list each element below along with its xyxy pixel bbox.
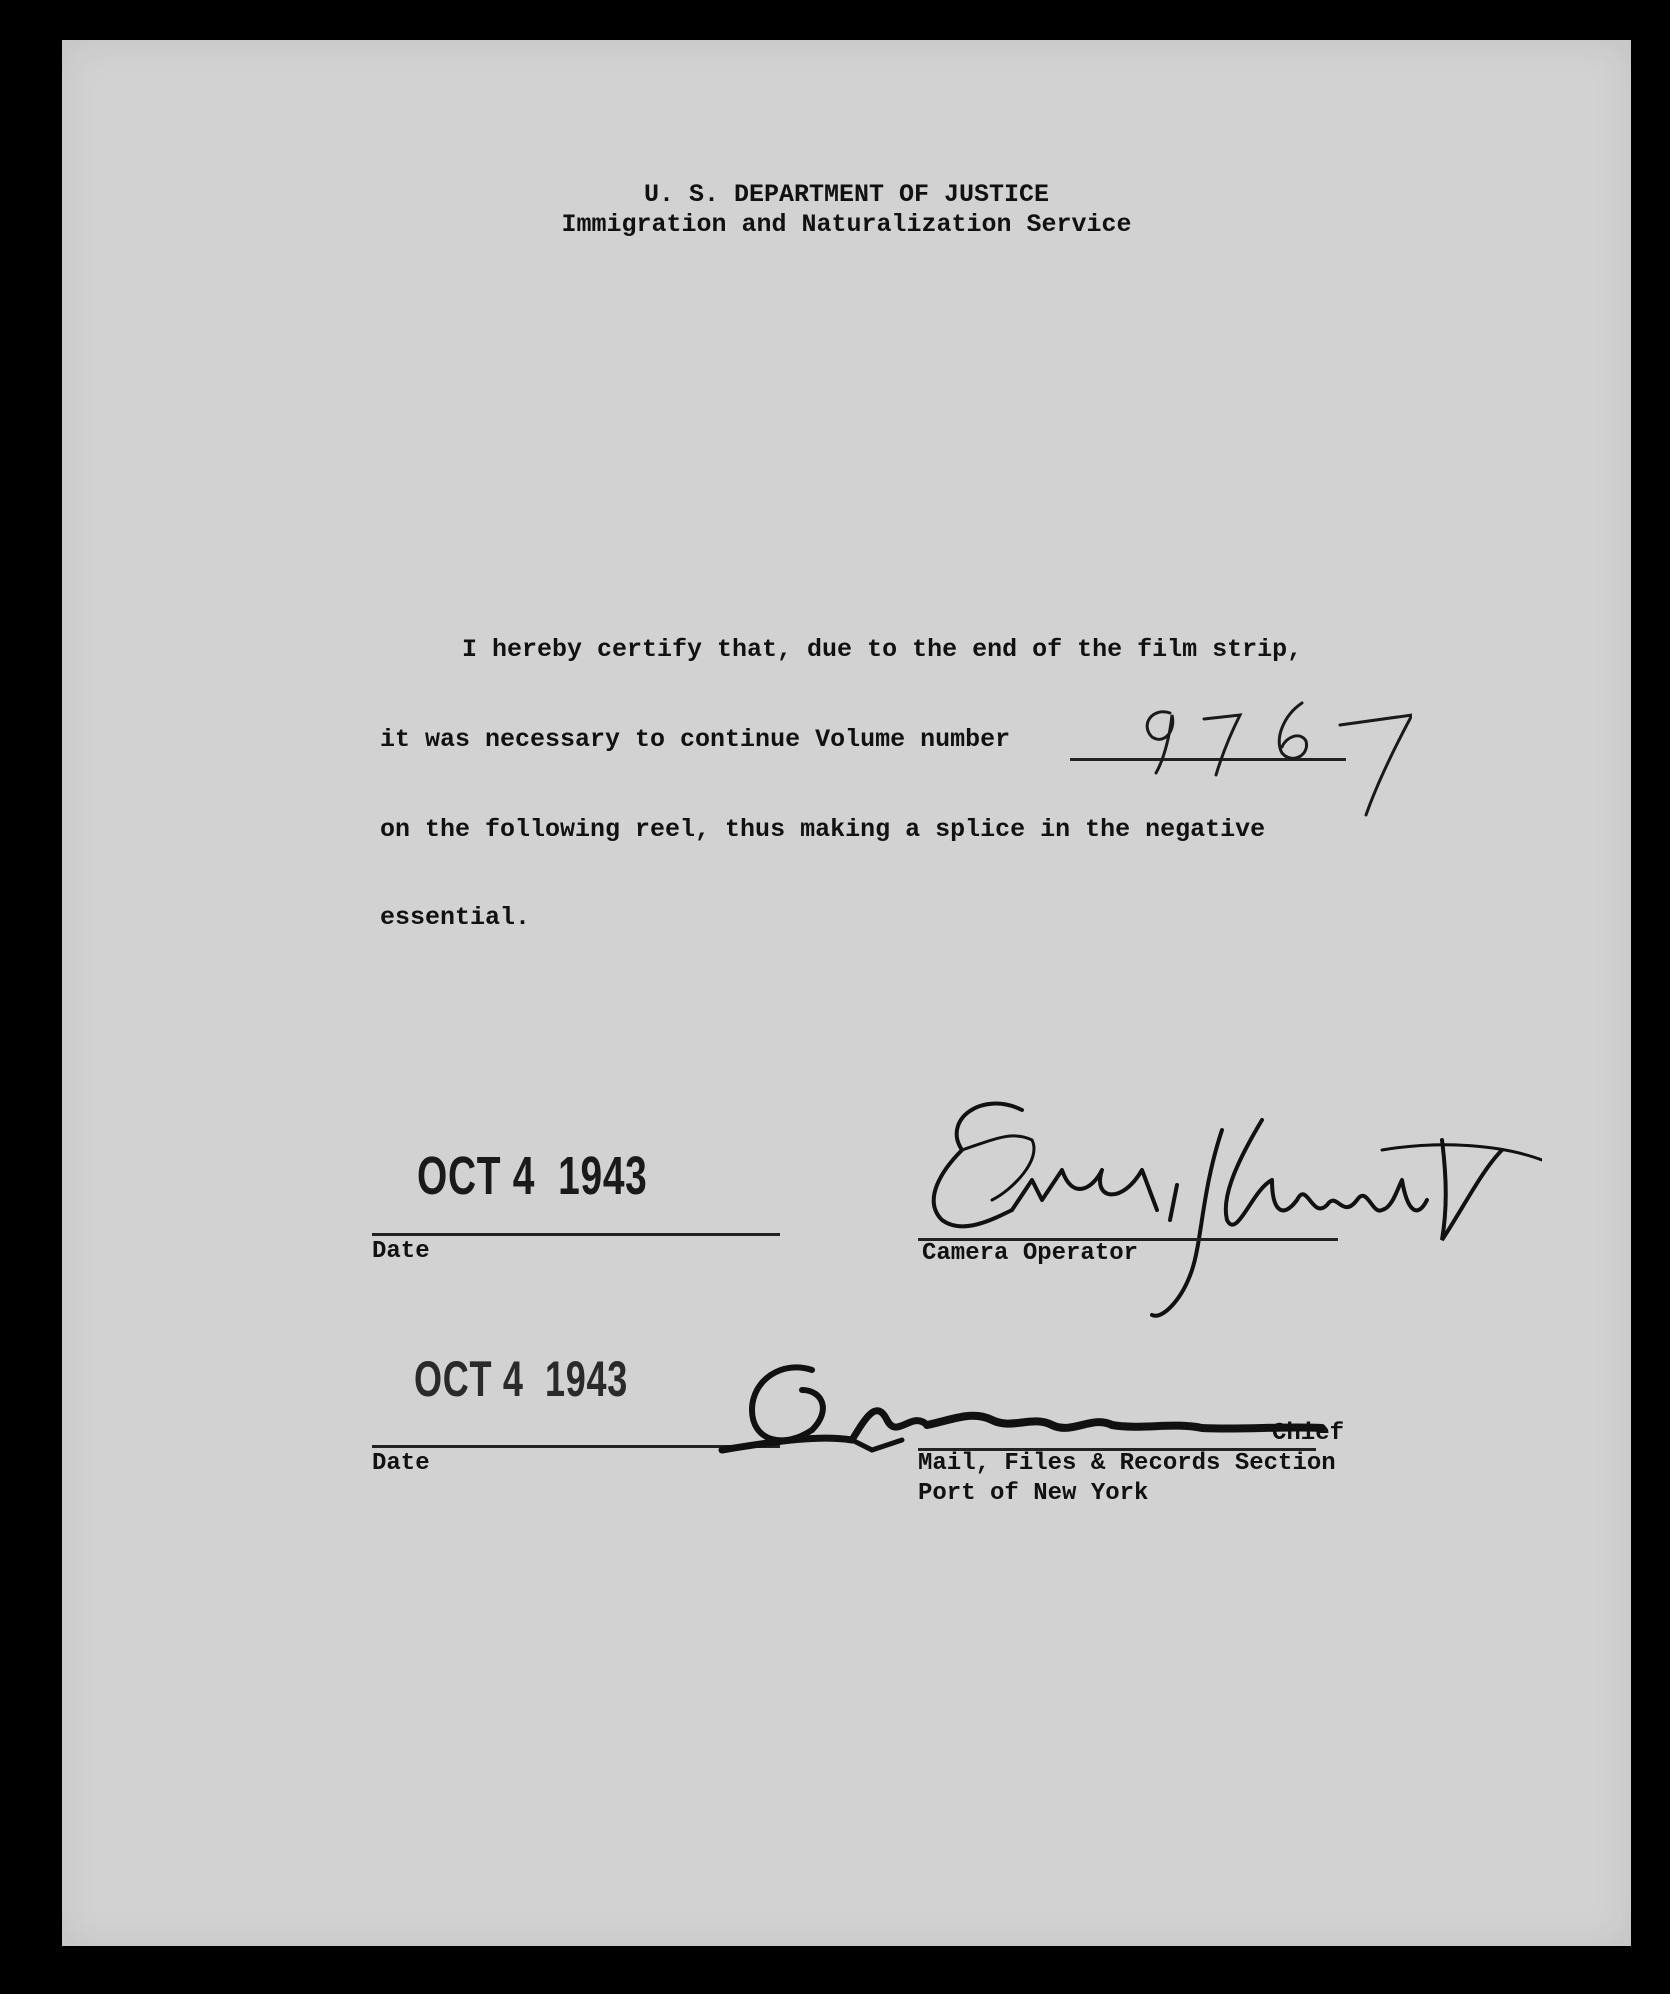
camera-operator-label: Camera Operator — [922, 1240, 1139, 1267]
operator-date-stamp: OCT 4 1943 — [417, 1146, 648, 1206]
camera-operator-signature — [902, 1070, 1542, 1330]
certify-line-3: on the following reel, thus making a splice in the negative — [380, 815, 1266, 844]
service-title: Immigration and Naturalization Service — [561, 210, 1132, 239]
document-page — [62, 40, 1631, 1946]
operator-date-label: Date — [372, 1238, 430, 1265]
department-line-2: Port of New York — [918, 1480, 1149, 1507]
certify-line-4: essential. — [380, 903, 531, 932]
department-line-1: Mail, Files & Records Section — [918, 1450, 1336, 1477]
certify-line-1: I hereby certify that, due to the end of the film strip, — [462, 635, 1303, 664]
chief-date-label: Date — [372, 1450, 430, 1477]
volume-number-handwritten — [1112, 685, 1412, 835]
department-title: U. S. DEPARTMENT OF JUSTICE — [643, 180, 1050, 209]
operator-date-line — [372, 1233, 780, 1236]
certify-line-2: it was necessary to continue Volume number — [380, 725, 1011, 754]
chief-label: Chief — [1272, 1420, 1345, 1447]
chief-date-stamp: OCT 4 1943 — [414, 1351, 629, 1407]
